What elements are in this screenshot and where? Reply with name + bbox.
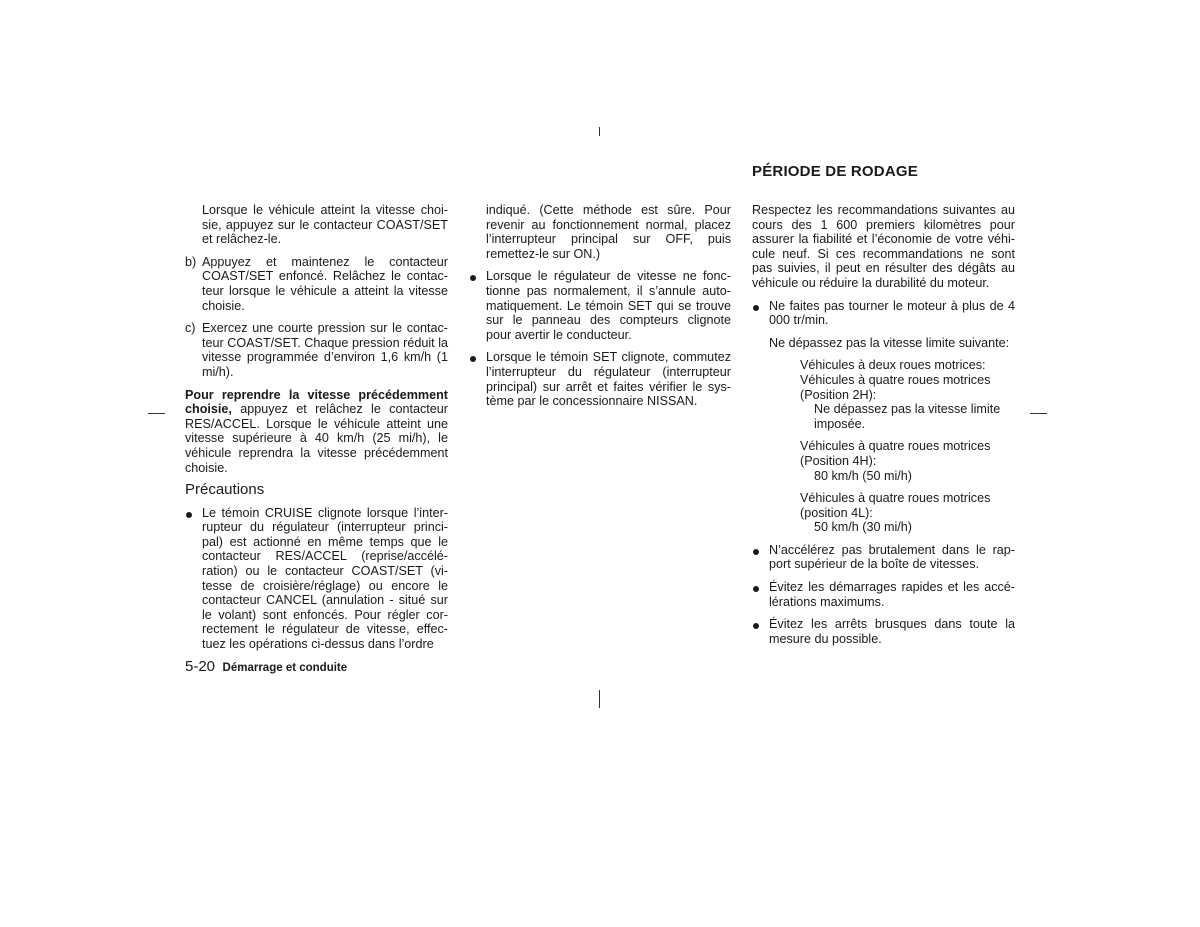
right-bullet-text-3: Évitez les arrêts brusques dans toute la mesure du possible.	[769, 617, 1015, 646]
bullet-icon	[753, 623, 759, 629]
precautions-heading: Précautions	[185, 481, 265, 499]
vehicle-line: Véhicules à quatre roues motrices	[800, 372, 991, 387]
page-number: 5-20	[185, 658, 216, 675]
speed-limit-intro: Ne dépassez pas la vitesse limite suivante:	[769, 335, 1010, 350]
list-item-c	[185, 321, 448, 379]
list-label-c: c)	[185, 321, 196, 336]
right-column	[752, 203, 1015, 654]
vehicle-line: Véhicules à quatre roues motrices	[800, 491, 991, 506]
precaution-bullet-1	[185, 506, 448, 652]
speed-line: imposée.	[814, 416, 866, 431]
right-bullet-2	[752, 580, 1015, 609]
middle-bullet-text-1: Lorsque le régulateur de vitesse ne fonc-tionne pas normalement, il s’annule auto-matiquement. Le témoin SET qui se trouve sur le panneau des compteurs clignote pour avertir le conducteur.	[486, 269, 731, 342]
middle-bullet-text-2: Lorsque le témoin SET clignote, commutez l’interrupteur du régulateur (interrupteur principal) sur arrêt et faites vérifier le sys-tème par le concessionnaire NISSAN.	[486, 350, 731, 409]
bullet-icon	[753, 586, 759, 592]
list-text-b: Appuyez et maintenez le contacteur COAST/SET enfoncé. Relâchez le contac-teur lorsque le véhicule a atteint la vitesse choisie.	[202, 254, 448, 313]
right-bullet-3	[752, 617, 1015, 646]
left-paragraph-1: Lorsque le véhicule atteint la vitesse choi-sie, appuyez sur le contacteur COAST/SET et relâchez-le.	[202, 203, 448, 247]
bullet-icon	[186, 512, 192, 518]
crop-mark-top	[599, 127, 600, 136]
right-bullet-text-1: N’accélérez pas brutalement dans le rap-port supérieur de la boîte de vitesses.	[769, 542, 1015, 572]
list-text-c: Exercez une courte pression sur le contac-teur COAST/SET. Chaque pression réduit la vitesse programmée d’environ 1,6 km/h (1 mi/h).	[202, 321, 448, 379]
resume-bold-text: Pour reprendre la vitesse précédemment choisie,	[185, 387, 448, 417]
resume-paragraph	[185, 388, 448, 476]
break-in-intro: Respectez les recommandations suivantes au cours des 1 600 premiers kilomètres pour assurer la fiabilité et l’économie de votre véhi-cule neuf. Si ces recommandations ne sont pas suivies, il peut en résulter des dégâts au véhicule ou réduire la durabilité du moteur.	[752, 203, 1015, 290]
bullet-icon	[753, 305, 759, 311]
speed-line: 50 km/h (30 mi/h)	[814, 520, 912, 535]
crop-mark-bottom	[599, 690, 600, 708]
page-footer	[185, 660, 347, 676]
rpm-bullet-text: Ne faites pas tourner le moteur à plus de 4 000 tr/min.	[769, 298, 1015, 328]
vehicle-line: Véhicules à quatre roues motrices	[800, 439, 991, 454]
vehicle-line: (position 4L):	[800, 505, 873, 520]
list-label-b: b)	[185, 254, 197, 269]
speed-line: 80 km/h (50 mi/h)	[814, 468, 912, 483]
rpm-bullet	[752, 299, 1015, 328]
crop-mark-right	[1030, 413, 1047, 414]
vehicle-line: (Position 2H):	[800, 387, 877, 402]
section-name: Démarrage et conduite	[222, 662, 348, 674]
right-bullet-text-2: Évitez les démarrages rapides et les accé-lérations maximums.	[769, 580, 1015, 609]
list-item-b	[185, 255, 448, 313]
precaution-bullet-text: Le témoin CRUISE clignote lorsque l’inter-rupteur du régulateur (interrupteur princi-pal) est actionné en même temps que le contacteur RES/ACCEL (reprise/accélé-ration) ou le contacteur COAST/SET (vi-tesse de croisière/réglage) ou encore le contacteur CANCEL (annulation - situé sur le volant) sont enfoncés. Pour régler cor-rectement le régulateur de vitesse, effec-tuez les opérations ci-dessus dans l’ordre	[202, 505, 448, 652]
speed-line: Ne dépassez pas la vitesse limite	[814, 402, 1001, 417]
bullet-icon	[470, 275, 476, 281]
middle-bullet-2	[469, 350, 731, 408]
middle-column	[469, 203, 731, 417]
vehicle-line: Véhicules à deux roues motrices:	[800, 358, 986, 373]
vehicle-group-2wd-2h	[752, 358, 1015, 431]
resume-text: appuyez et relâchez le contacteur RES/ACCEL. Lorsque le véhicule atteint une vitesse supérieure à 40 km/h (25 mi/h), le véhicule reprendra la vitesse précédemment choisie.	[185, 402, 448, 475]
left-column	[185, 203, 448, 660]
middle-continuation: indiqué. (Cette méthode est sûre. Pour revenir au fonctionnement normal, placez l’interrupteur principal sur OFF, puis remettez-le sur ON.)	[486, 203, 731, 261]
middle-bullet-1	[469, 269, 731, 342]
vehicle-group-4h	[752, 439, 1015, 483]
bullet-icon	[470, 356, 476, 362]
right-bullet-1	[752, 543, 1015, 572]
section-title: PÉRIODE DE RODAGE	[752, 163, 918, 180]
vehicle-group-4l	[752, 491, 1015, 535]
crop-mark-left	[148, 413, 165, 414]
vehicle-line: (Position 4H):	[800, 453, 877, 468]
bullet-icon	[753, 549, 759, 555]
